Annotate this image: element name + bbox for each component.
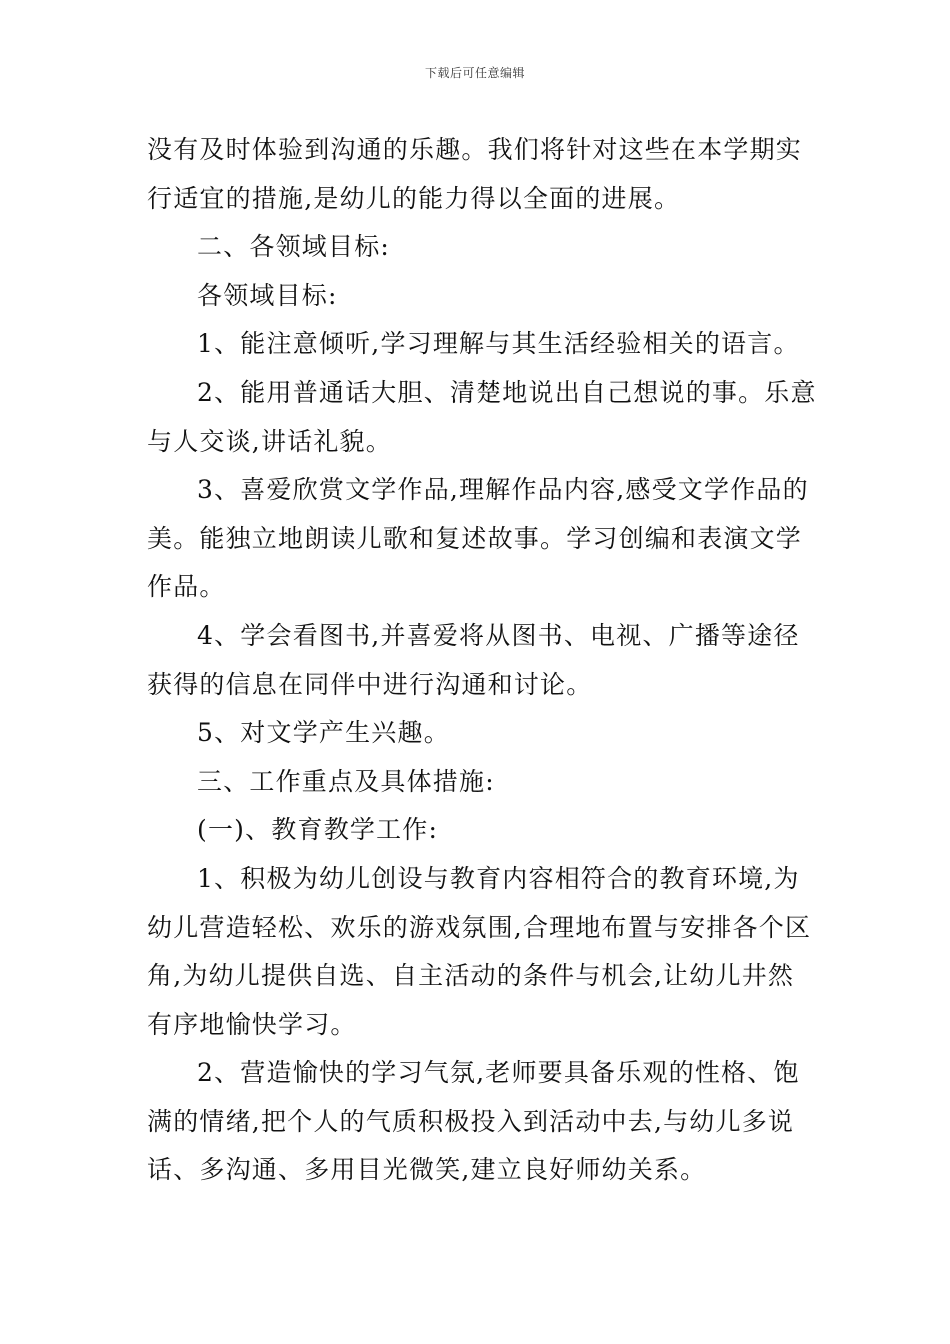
- text-line: 获得的信息在同伴中进行沟通和讨论。: [147, 669, 593, 699]
- header-note: 下载后可任意编辑: [424, 66, 525, 80]
- subheading: (一)、教育教学工作:: [197, 815, 439, 845]
- text-line: 满的情绪,把个人的气质积极投入到活动中去,与幼儿多说: [147, 1106, 795, 1136]
- list-item: 4、学会看图书,并喜爱将从图书、电视、广播等途径: [197, 620, 800, 650]
- text-line: 话、多沟通、多用目光微笑,建立良好师幼关系。: [147, 1155, 707, 1185]
- list-item: 2、能用普通话大胆、清楚地说出自己想说的事。乐意: [197, 377, 817, 407]
- subheading: 各领域目标:: [197, 280, 338, 310]
- text-line: 美。能独立地朗读儿歌和复述故事。学习创编和表演文学: [147, 523, 803, 553]
- text-line: 作品。: [147, 572, 226, 602]
- text-line: 角,为幼儿提供自选、自主活动的条件与机会,让幼儿井然: [147, 961, 795, 991]
- section-heading: 二、各领域目标:: [197, 232, 391, 262]
- text-line: 有序地愉快学习。: [147, 1009, 357, 1039]
- list-item: 3、喜爱欣赏文学作品,理解作品内容,感受文学作品的: [197, 475, 809, 505]
- section-heading: 三、工作重点及具体措施:: [197, 766, 495, 796]
- text-line: 与人交谈,讲话礼貌。: [147, 426, 392, 456]
- list-item: 2、营造愉快的学习气氛,老师要具备乐观的性格、饱: [197, 1058, 800, 1088]
- document-body: [147, 126, 817, 1195]
- list-item: 5、对文学产生兴趣。: [197, 718, 450, 748]
- list-item: 1、积极为幼儿创设与教育内容相符合的教育环境,为: [197, 863, 800, 893]
- text-line: 幼儿营造轻松、欢乐的游戏氛围,合理地布置与安排各个区: [147, 912, 812, 942]
- text-line: 行适宜的措施,是幼儿的能力得以全面的进展。: [147, 183, 681, 213]
- text-line: 没有及时体验到沟通的乐趣。我们将针对这些在本学期实: [147, 135, 803, 164]
- list-item: 1、能注意倾听,学习理解与其生活经验相关的语言。: [197, 329, 800, 359]
